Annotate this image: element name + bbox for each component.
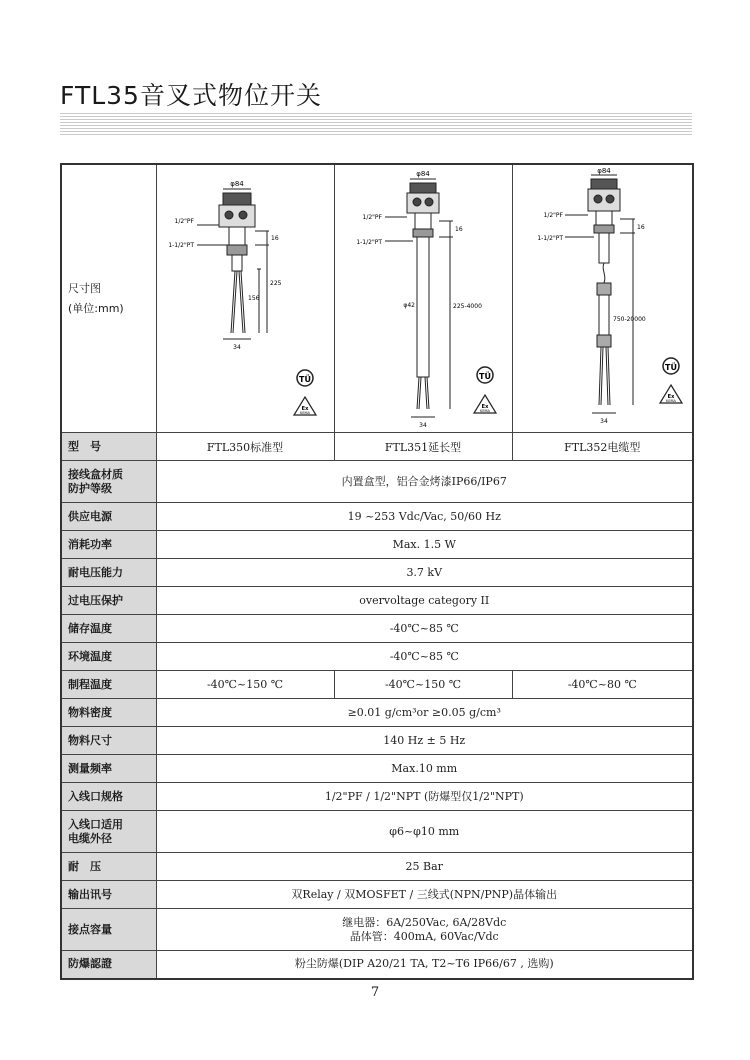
spec-label: 防爆認證: [61, 951, 156, 979]
spec-row: [61, 461, 693, 503]
spec-value: Max.10 mm: [156, 755, 693, 783]
spec-label: 接线盒材质 防护等级: [61, 461, 156, 503]
spec-value: Max. 1.5 W: [156, 531, 693, 559]
svg-text:Ex: Ex: [301, 406, 308, 412]
model-label: 型 号: [61, 433, 156, 461]
std-pf-label: 1/2"PF: [174, 218, 194, 225]
spec-row: [61, 503, 693, 531]
spec-label: 耐 压: [61, 853, 156, 881]
ex-cert-icon: [660, 385, 682, 403]
spec-label: 接点容量: [61, 909, 156, 951]
std-16-label: 16: [270, 235, 279, 242]
spec-label: 输出讯号: [61, 881, 156, 909]
spec-value: 继电器：6A/250Vac, 6A/28Vdc 晶体管：400mA, 60Vac/Vdc: [156, 909, 693, 951]
ex-cert-icon: [474, 395, 496, 413]
ext-34-label: 34: [418, 422, 427, 429]
cable-range-label: 750-20000: [612, 316, 646, 323]
spec-value: overvoltage category II: [156, 587, 693, 615]
drawing-standard: [156, 164, 334, 433]
std-pt-label: 1-1/2"PT: [167, 242, 194, 249]
standard-type-drawing: [157, 165, 335, 429]
cable-dia-label: φ84: [596, 167, 611, 175]
ext-pf-label: 1/2"PF: [362, 214, 382, 221]
spec-label: 物料尺寸: [61, 727, 156, 755]
spec-value: 140 Hz ± 5 Hz: [156, 727, 693, 755]
spec-value: 19 ~253 Vdc/Vac, 50/60 Hz: [156, 503, 693, 531]
spec-row: [61, 559, 693, 587]
process-temp-extended: -40℃~150 ℃: [334, 671, 512, 699]
spec-value: -40℃~85 ℃: [156, 615, 693, 643]
spec-row: [61, 727, 693, 755]
std-225-label: 225: [269, 280, 281, 287]
spec-value: 25 Bar: [156, 853, 693, 881]
spec-label: 供应电源: [61, 503, 156, 531]
svg-text:Ex: Ex: [481, 404, 488, 410]
dimension-label: 尺寸图: [68, 281, 101, 295]
spec-label: 测量频率: [61, 755, 156, 783]
spec-row: [61, 531, 693, 559]
spec-label: 过电压保护: [61, 587, 156, 615]
cable-type-drawing: [513, 165, 694, 429]
cable-pt-label: 1-1/2"PT: [536, 235, 563, 242]
spec-row: [61, 951, 693, 979]
std-34-label: 34: [232, 344, 241, 351]
spec-value: 1/2"PF / 1/2"NPT (防爆型仅1/2"NPT): [156, 783, 693, 811]
spec-label: 环境温度: [61, 643, 156, 671]
process-temp-row: [61, 671, 693, 699]
spec-row: [61, 811, 693, 853]
spec-row: [61, 783, 693, 811]
spec-row: [61, 853, 693, 881]
drawing-extended: [334, 164, 512, 433]
svg-text:KEMA: KEMA: [479, 409, 490, 413]
process-temp-standard: -40℃~150 ℃: [156, 671, 334, 699]
spec-value: -40℃~85 ℃: [156, 643, 693, 671]
tuv-cert-icon: [477, 367, 493, 383]
drawing-row: [61, 164, 693, 433]
svg-text:KEMA: KEMA: [299, 411, 310, 415]
spec-label: 耐电压能力: [61, 559, 156, 587]
page-title: FTL35音叉式物位开关: [60, 81, 322, 110]
cable-pf-label: 1/2"PF: [543, 212, 563, 219]
process-temp-cable: -40℃~80 ℃: [512, 671, 693, 699]
model-extended: FTL351延长型: [334, 433, 512, 461]
ext-42-label: φ42: [402, 302, 415, 309]
model-cable: FTL352电缆型: [512, 433, 693, 461]
cable-34-label: 34: [599, 418, 608, 425]
spec-row: [61, 755, 693, 783]
tuv-cert-icon: [663, 358, 679, 374]
spec-row: [61, 881, 693, 909]
svg-text:TÜ: TÜ: [664, 363, 677, 372]
spec-label: 物料密度: [61, 699, 156, 727]
spec-value: φ6~φ10 mm: [156, 811, 693, 853]
page-number: 7: [370, 985, 380, 1000]
extended-type-drawing: [335, 165, 513, 429]
svg-text:TÜ: TÜ: [298, 375, 311, 384]
spec-label: 消耗功率: [61, 531, 156, 559]
tuv-cert-icon: [297, 370, 313, 386]
spec-label: 入线口适用 电缆外径: [61, 811, 156, 853]
spec-row: [61, 587, 693, 615]
spec-value: 内置盒型，铝合金烤漆IP66/IP67: [156, 461, 693, 503]
process-temp-label: 制程温度: [61, 671, 156, 699]
dimension-label-cell: [61, 164, 156, 433]
spec-table: [60, 163, 694, 980]
spec-value: ≥0.01 g/cm³or ≥0.05 g/cm³: [156, 699, 693, 727]
spec-row: [61, 909, 693, 951]
ext-dia-label: φ84: [415, 170, 430, 178]
svg-text:KEMA: KEMA: [665, 399, 676, 403]
spec-row: [61, 643, 693, 671]
cable-16-label: 16: [636, 224, 645, 231]
spec-value: 双Relay / 双MOSFET / 三线式(NPN/PNP)晶体输出: [156, 881, 693, 909]
unit-label: (单位:mm): [68, 301, 124, 315]
spec-label: 储存温度: [61, 615, 156, 643]
model-standard: FTL350标准型: [156, 433, 334, 461]
model-row: [61, 433, 693, 461]
std-dia-label: φ84: [229, 180, 244, 188]
ex-cert-icon: [294, 397, 316, 415]
drawing-cable: [512, 164, 693, 433]
spec-row: [61, 615, 693, 643]
ext-pt-label: 1-1/2"PT: [355, 239, 382, 246]
svg-text:TÜ: TÜ: [478, 372, 491, 381]
svg-text:Ex: Ex: [667, 394, 674, 400]
spec-label: 入线口规格: [61, 783, 156, 811]
ext-16-label: 16: [454, 226, 463, 233]
spec-row: [61, 699, 693, 727]
spec-value: 粉尘防爆(DIP A20/21 TA, T2~T6 IP66/67 , 选购): [156, 951, 693, 979]
std-156-label: 156: [247, 295, 259, 302]
spec-value: 3.7 kV: [156, 559, 693, 587]
ext-range-label: 225-4000: [452, 303, 482, 310]
